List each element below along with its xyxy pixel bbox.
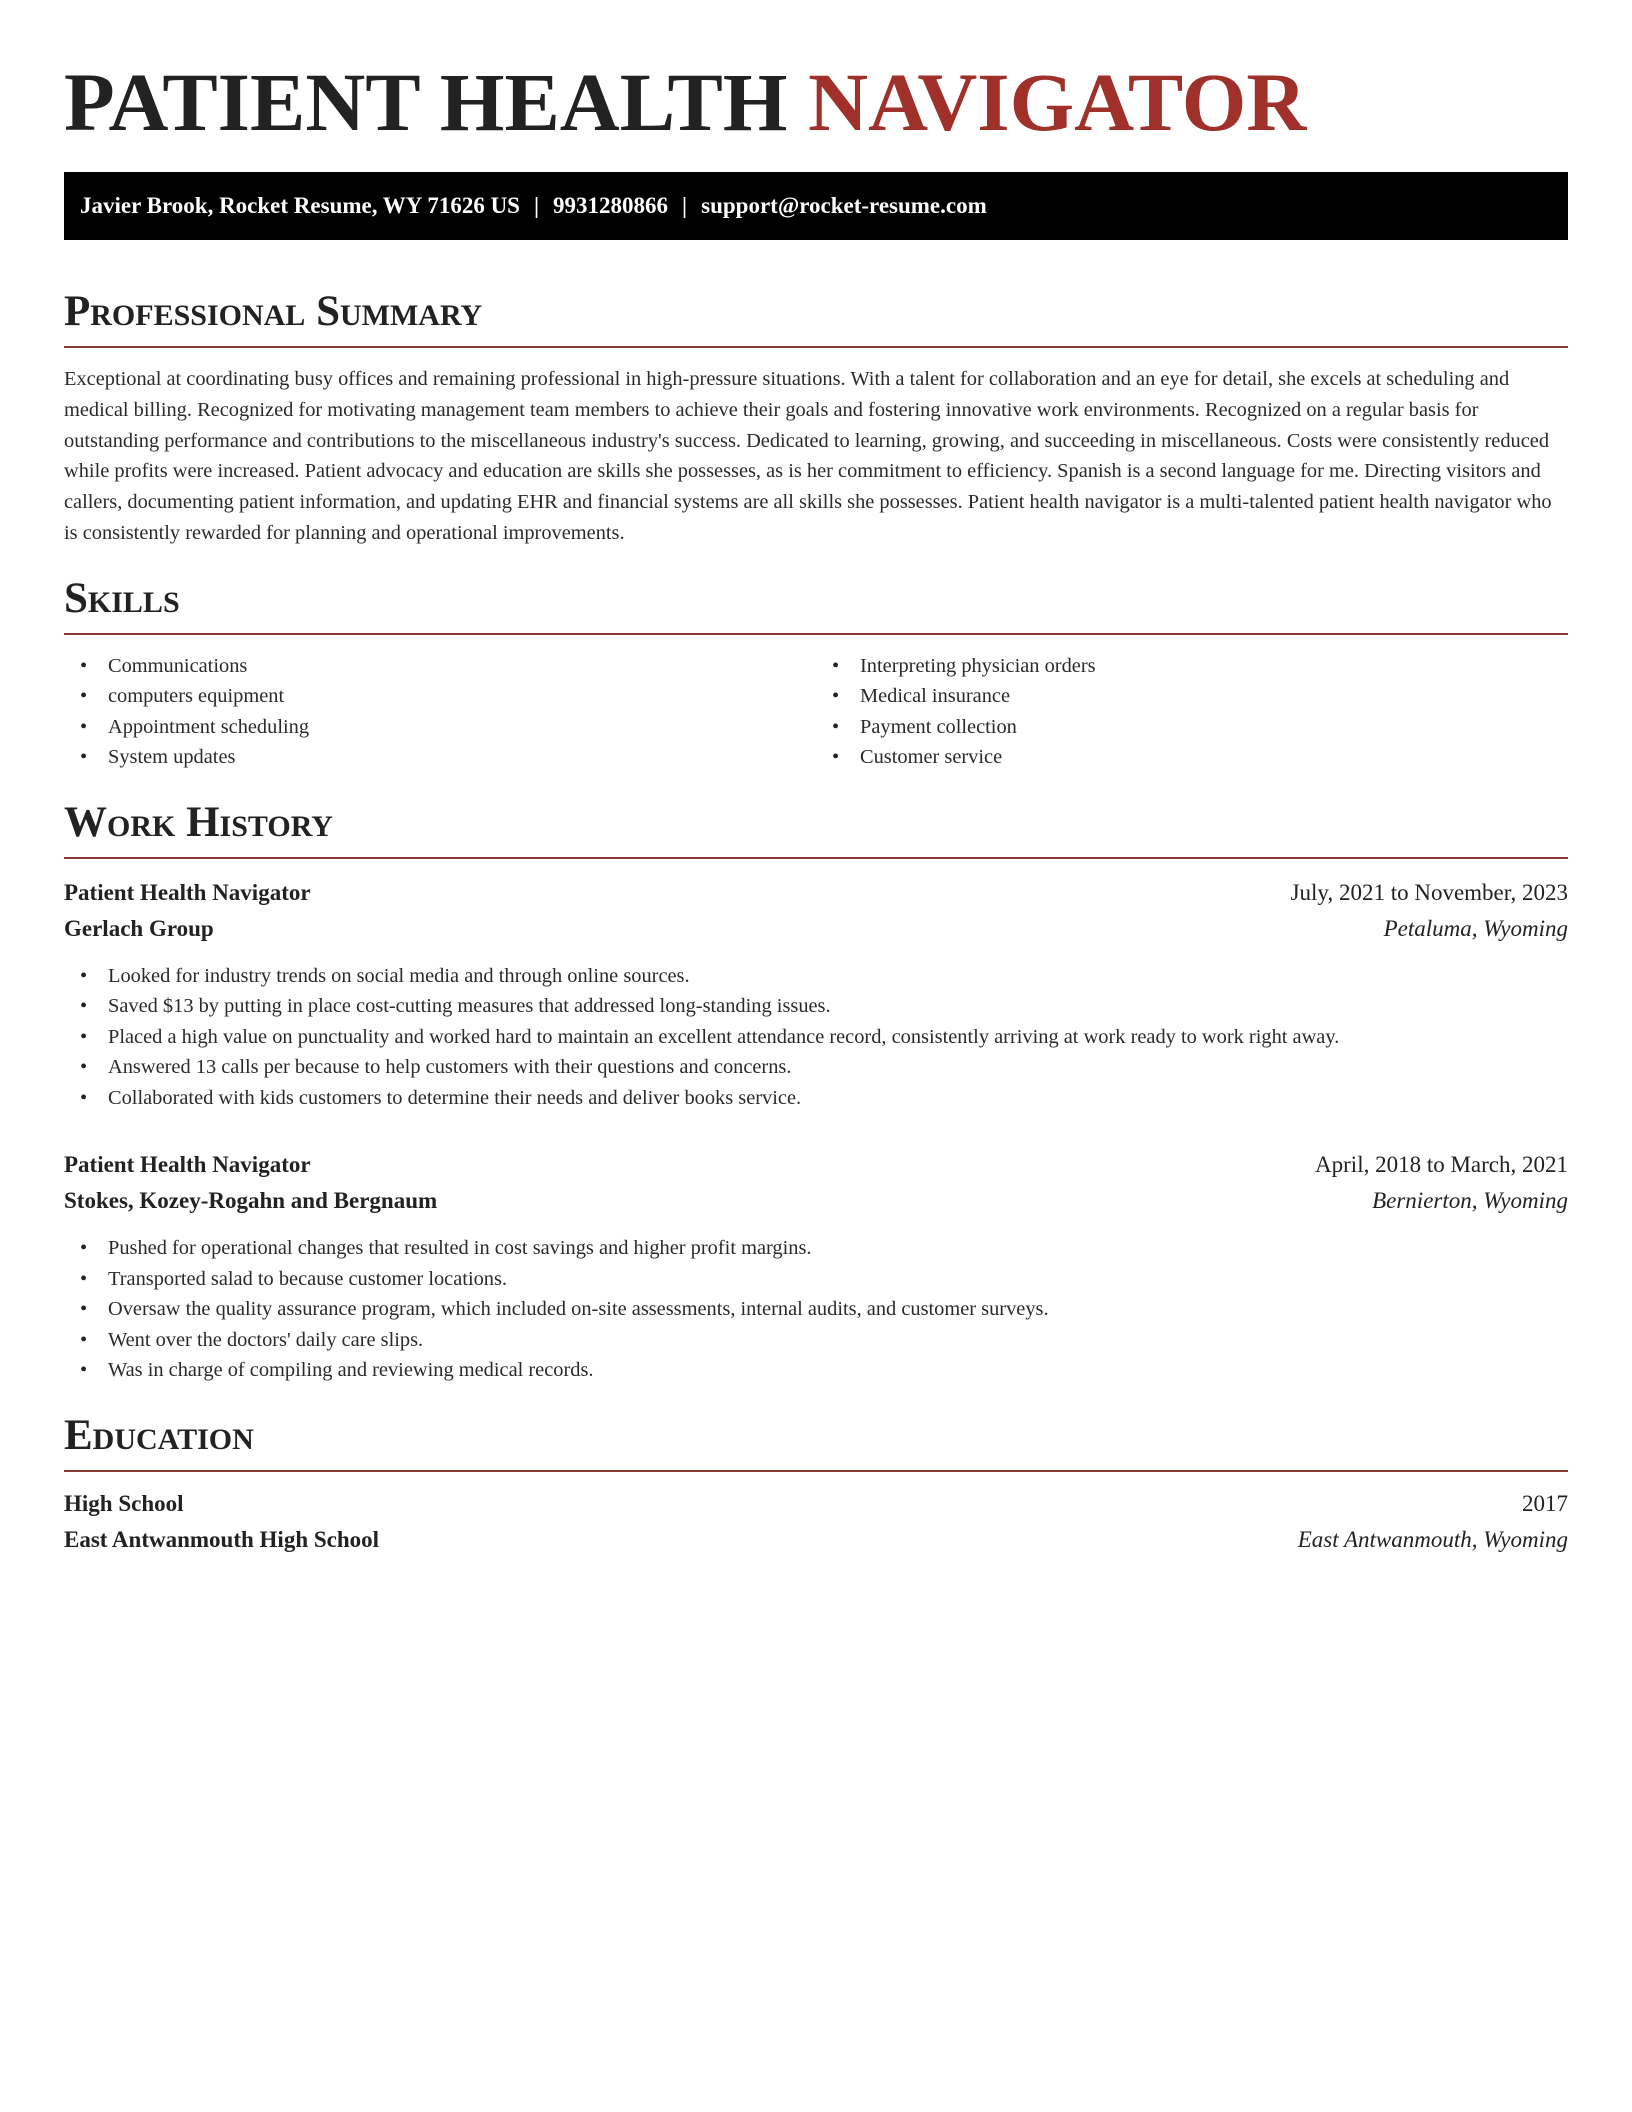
skill-item: • System updates bbox=[64, 742, 816, 773]
summary-text: Exceptional at coordinating busy offices and remaining professional in high-pressure situations. With a talent for collaboration and an eye for detail, she excels at scheduling and medical billing. Recognized for motivating management team members to achieve their goals and fostering innovative work environments. Recognized on a regular basis for outstanding performance and contributions to the miscellaneous industry's success. Dedicated to learning, growing, and succeeding in miscellaneous. Costs were consistently reduced while profits were increased. Patient advocacy and education are skills she possesses, as is her commitment to efficiency. Spanish is a second language for me. Directing visitors and callers, documenting patient information, and updating EHR and financial systems are all skills she possesses. Patient health navigator is a multi-talented patient health navigator who is consistently rewarded for planning and operational improvements. bbox=[64, 368, 1552, 544]
education-school: East Antwanmouth High School bbox=[64, 1526, 380, 1552]
job-entry bbox=[64, 1147, 1568, 1386]
job-bullet: • Placed a high value on punctuality and worked hard to maintain an excellent attendance record, consistently arriving at work ready to work right away. bbox=[64, 1022, 1568, 1053]
job-bullets bbox=[64, 1233, 1568, 1386]
job-bullet: • Pushed for operational changes that resulted in cost savings and higher profit margins. bbox=[64, 1233, 1568, 1264]
job-title: Patient Health Navigator bbox=[64, 1152, 311, 1178]
skill-item: • Customer service bbox=[816, 742, 1568, 773]
job-entry bbox=[64, 875, 1568, 1114]
job-header-row bbox=[64, 875, 1568, 911]
skills-column-right bbox=[816, 651, 1568, 773]
education-degree: High School bbox=[64, 1490, 184, 1516]
contact-phone: 9931280866 bbox=[553, 193, 669, 218]
summary-heading: Professional Summary bbox=[64, 288, 1568, 348]
job-bullet: • Was in charge of compiling and reviewing medical records. bbox=[64, 1355, 1568, 1386]
job-bullet: • Collaborated with kids customers to determine their needs and deliver books service. bbox=[64, 1083, 1568, 1114]
education-location: East Antwanmouth, Wyoming bbox=[1297, 1526, 1568, 1552]
education-entry bbox=[64, 1486, 1568, 1558]
skill-item: • Interpreting physician orders bbox=[816, 651, 1568, 682]
work-history-heading: Work History bbox=[64, 799, 1568, 859]
skill-item: • computers equipment bbox=[64, 681, 816, 712]
contact-separator: | bbox=[682, 193, 688, 218]
contact-separator: | bbox=[533, 193, 540, 218]
resume-title bbox=[64, 52, 1568, 152]
skill-item: • Payment collection bbox=[816, 712, 1568, 743]
skills-heading: Skills bbox=[64, 575, 1568, 635]
job-bullets bbox=[64, 961, 1568, 1114]
skill-item: • Appointment scheduling bbox=[64, 712, 816, 743]
education-school-row bbox=[64, 1522, 1568, 1558]
job-dates: July, 2021 to November, 2023 bbox=[1290, 879, 1568, 905]
skills-column-left bbox=[64, 651, 816, 773]
job-bullet: • Transported salad to because customer locations. bbox=[64, 1264, 1568, 1295]
job-company-row bbox=[64, 1183, 1568, 1219]
job-bullet: • Looked for industry trends on social media and through online sources. bbox=[64, 961, 1568, 992]
education-heading: Education bbox=[64, 1412, 1568, 1472]
title-part-primary: PATIENT HEALTH bbox=[64, 56, 788, 148]
job-dates: April, 2018 to March, 2021 bbox=[1315, 1152, 1568, 1178]
contact-email: support@rocket-resume.com bbox=[701, 193, 987, 218]
education-header-row bbox=[64, 1486, 1568, 1522]
job-bullet: • Went over the doctors' daily care slips. bbox=[64, 1325, 1568, 1356]
skill-item: • Communications bbox=[64, 651, 816, 682]
education-year: 2017 bbox=[1522, 1490, 1568, 1516]
title-part-accent: NAVIGATOR bbox=[808, 56, 1307, 148]
job-company: Stokes, Kozey-Rogahn and Bergnaum bbox=[64, 1188, 438, 1214]
job-bullet: • Answered 13 calls per because to help customers with their questions and concerns. bbox=[64, 1052, 1568, 1083]
job-company: Gerlach Group bbox=[64, 915, 214, 941]
job-header-row bbox=[64, 1147, 1568, 1183]
skills-list bbox=[64, 651, 1568, 773]
contact-address: Javier Brook, Rocket Resume, WY 71626 US bbox=[80, 193, 520, 218]
job-title: Patient Health Navigator bbox=[64, 879, 311, 905]
job-location: Petaluma, Wyoming bbox=[1383, 915, 1568, 941]
job-location: Bernierton, Wyoming bbox=[1372, 1188, 1568, 1214]
job-company-row bbox=[64, 911, 1568, 947]
job-bullet: • Saved $13 by putting in place cost-cutting measures that addressed long-standing issues. bbox=[64, 991, 1568, 1022]
skill-item: • Medical insurance bbox=[816, 681, 1568, 712]
contact-bar bbox=[64, 172, 1568, 240]
job-bullet: • Oversaw the quality assurance program, which included on-site assessments, internal audits, and customer surveys. bbox=[64, 1294, 1568, 1325]
